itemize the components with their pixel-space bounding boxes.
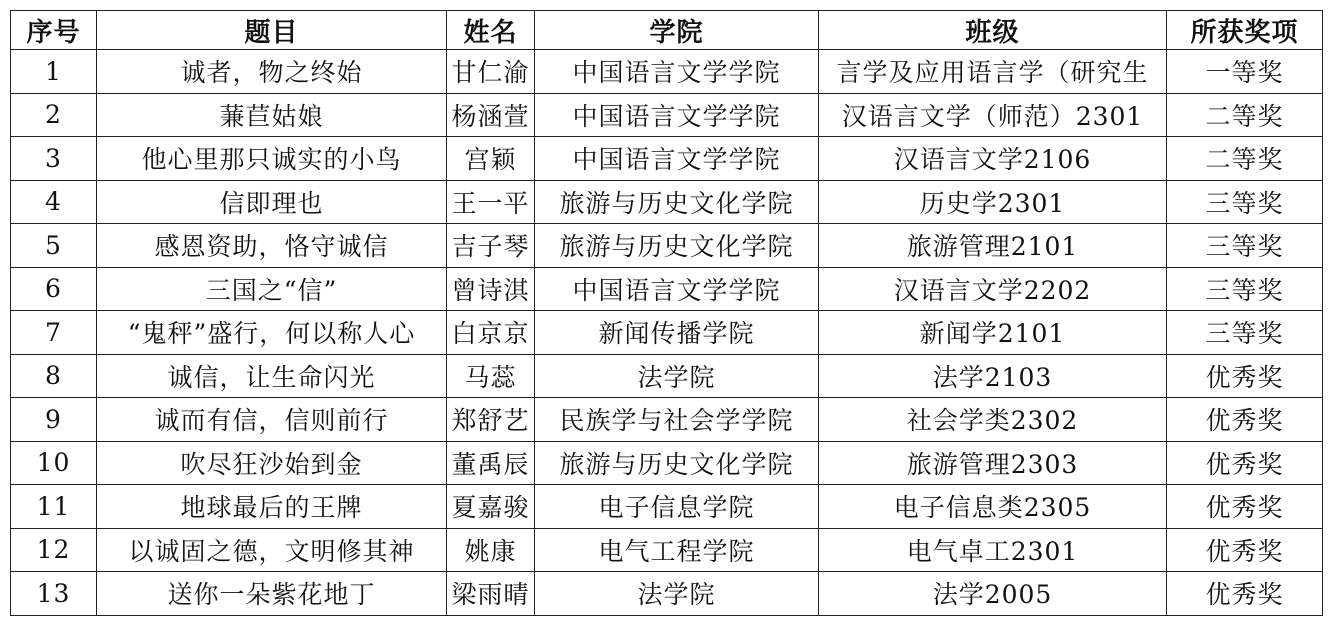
cell-college: 中国语言文学学院 [535, 137, 819, 181]
cell-index: 9 [11, 398, 97, 442]
cell-college: 法学院 [535, 354, 819, 398]
cell-index: 13 [11, 572, 97, 616]
cell-name: 吉子琴 [447, 224, 535, 268]
cell-title: 三国之“信” [97, 267, 447, 311]
cell-college: 电气工程学院 [535, 528, 819, 572]
cell-name: 夏嘉骏 [447, 485, 535, 529]
cell-title: 吹尽狂沙始到金 [97, 441, 447, 485]
table-row [11, 137, 1323, 181]
cell-index: 11 [11, 485, 97, 529]
table-header [11, 11, 1323, 50]
cell-name: 杨涵萱 [447, 93, 535, 137]
table-row [11, 224, 1323, 268]
table-row [11, 354, 1323, 398]
cell-award: 优秀奖 [1167, 485, 1323, 529]
cell-name: 姚康 [447, 528, 535, 572]
cell-index: 6 [11, 267, 97, 311]
awards-table [10, 10, 1323, 616]
cell-name: 郑舒艺 [447, 398, 535, 442]
cell-award: 优秀奖 [1167, 398, 1323, 442]
cell-class: 电子信息类2305 [819, 485, 1167, 529]
header-class: 班级 [819, 11, 1167, 50]
table-row [11, 572, 1323, 616]
table-row [11, 485, 1323, 529]
table-row [11, 441, 1323, 485]
table-row [11, 180, 1323, 224]
cell-award: 优秀奖 [1167, 528, 1323, 572]
cell-name: 甘仁渝 [447, 50, 535, 94]
cell-name: 梁雨晴 [447, 572, 535, 616]
cell-award: 三等奖 [1167, 267, 1323, 311]
cell-class: 言学及应用语言学（研究生 [819, 50, 1167, 94]
cell-name: 白京京 [447, 311, 535, 355]
table-row [11, 398, 1323, 442]
cell-award: 二等奖 [1167, 93, 1323, 137]
cell-title: 诚而有信，信则前行 [97, 398, 447, 442]
table-row [11, 93, 1323, 137]
header-college: 学院 [535, 11, 819, 50]
header-title: 题目 [97, 11, 447, 50]
cell-college: 中国语言文学学院 [535, 50, 819, 94]
cell-award: 三等奖 [1167, 180, 1323, 224]
cell-class: 旅游管理2101 [819, 224, 1167, 268]
cell-award: 优秀奖 [1167, 441, 1323, 485]
cell-award: 三等奖 [1167, 224, 1323, 268]
cell-college: 中国语言文学学院 [535, 267, 819, 311]
cell-title: 蒹苣姑娘 [97, 93, 447, 137]
cell-class: 汉语言文学2106 [819, 137, 1167, 181]
cell-index: 2 [11, 93, 97, 137]
cell-award: 优秀奖 [1167, 354, 1323, 398]
cell-name: 马蕊 [447, 354, 535, 398]
cell-name: 曾诗淇 [447, 267, 535, 311]
cell-class: 社会学类2302 [819, 398, 1167, 442]
cell-index: 4 [11, 180, 97, 224]
cell-index: 12 [11, 528, 97, 572]
cell-class: 历史学2301 [819, 180, 1167, 224]
cell-award: 三等奖 [1167, 311, 1323, 355]
cell-class: 电气卓工2301 [819, 528, 1167, 572]
cell-college: 电子信息学院 [535, 485, 819, 529]
header-index: 序号 [11, 11, 97, 50]
cell-class: 汉语言文学2202 [819, 267, 1167, 311]
cell-name: 王一平 [447, 180, 535, 224]
cell-class: 新闻学2101 [819, 311, 1167, 355]
cell-index: 8 [11, 354, 97, 398]
cell-college: 新闻传播学院 [535, 311, 819, 355]
cell-award: 优秀奖 [1167, 572, 1323, 616]
cell-class: 法学2103 [819, 354, 1167, 398]
cell-title: 感恩资助，恪守诚信 [97, 224, 447, 268]
cell-title: 地球最后的王牌 [97, 485, 447, 529]
cell-college: 法学院 [535, 572, 819, 616]
cell-name: 宫颖 [447, 137, 535, 181]
table-row [11, 50, 1323, 94]
cell-title: 送你一朵紫花地丁 [97, 572, 447, 616]
cell-title: 信即理也 [97, 180, 447, 224]
header-name: 姓名 [447, 11, 535, 50]
table-body [11, 50, 1323, 616]
cell-index: 10 [11, 441, 97, 485]
cell-title: 诚者，物之终始 [97, 50, 447, 94]
cell-college: 旅游与历史文化学院 [535, 441, 819, 485]
cell-index: 7 [11, 311, 97, 355]
cell-title: 诚信，让生命闪光 [97, 354, 447, 398]
cell-college: 民族学与社会学学院 [535, 398, 819, 442]
cell-index: 3 [11, 137, 97, 181]
cell-title: “鬼秤”盛行，何以称人心 [97, 311, 447, 355]
cell-award: 一等奖 [1167, 50, 1323, 94]
cell-college: 中国语言文学学院 [535, 93, 819, 137]
cell-title: 他心里那只诚实的小鸟 [97, 137, 447, 181]
cell-class: 旅游管理2303 [819, 441, 1167, 485]
table-row [11, 311, 1323, 355]
table-row [11, 267, 1323, 311]
table-row [11, 528, 1323, 572]
cell-award: 二等奖 [1167, 137, 1323, 181]
cell-college: 旅游与历史文化学院 [535, 224, 819, 268]
cell-index: 5 [11, 224, 97, 268]
cell-name: 董禹辰 [447, 441, 535, 485]
header-award: 所获奖项 [1167, 11, 1323, 50]
cell-class: 汉语言文学（师范）2301 [819, 93, 1167, 137]
cell-index: 1 [11, 50, 97, 94]
cell-college: 旅游与历史文化学院 [535, 180, 819, 224]
cell-class: 法学2005 [819, 572, 1167, 616]
header-row [11, 11, 1323, 50]
cell-title: 以诚固之德，文明修其神 [97, 528, 447, 572]
